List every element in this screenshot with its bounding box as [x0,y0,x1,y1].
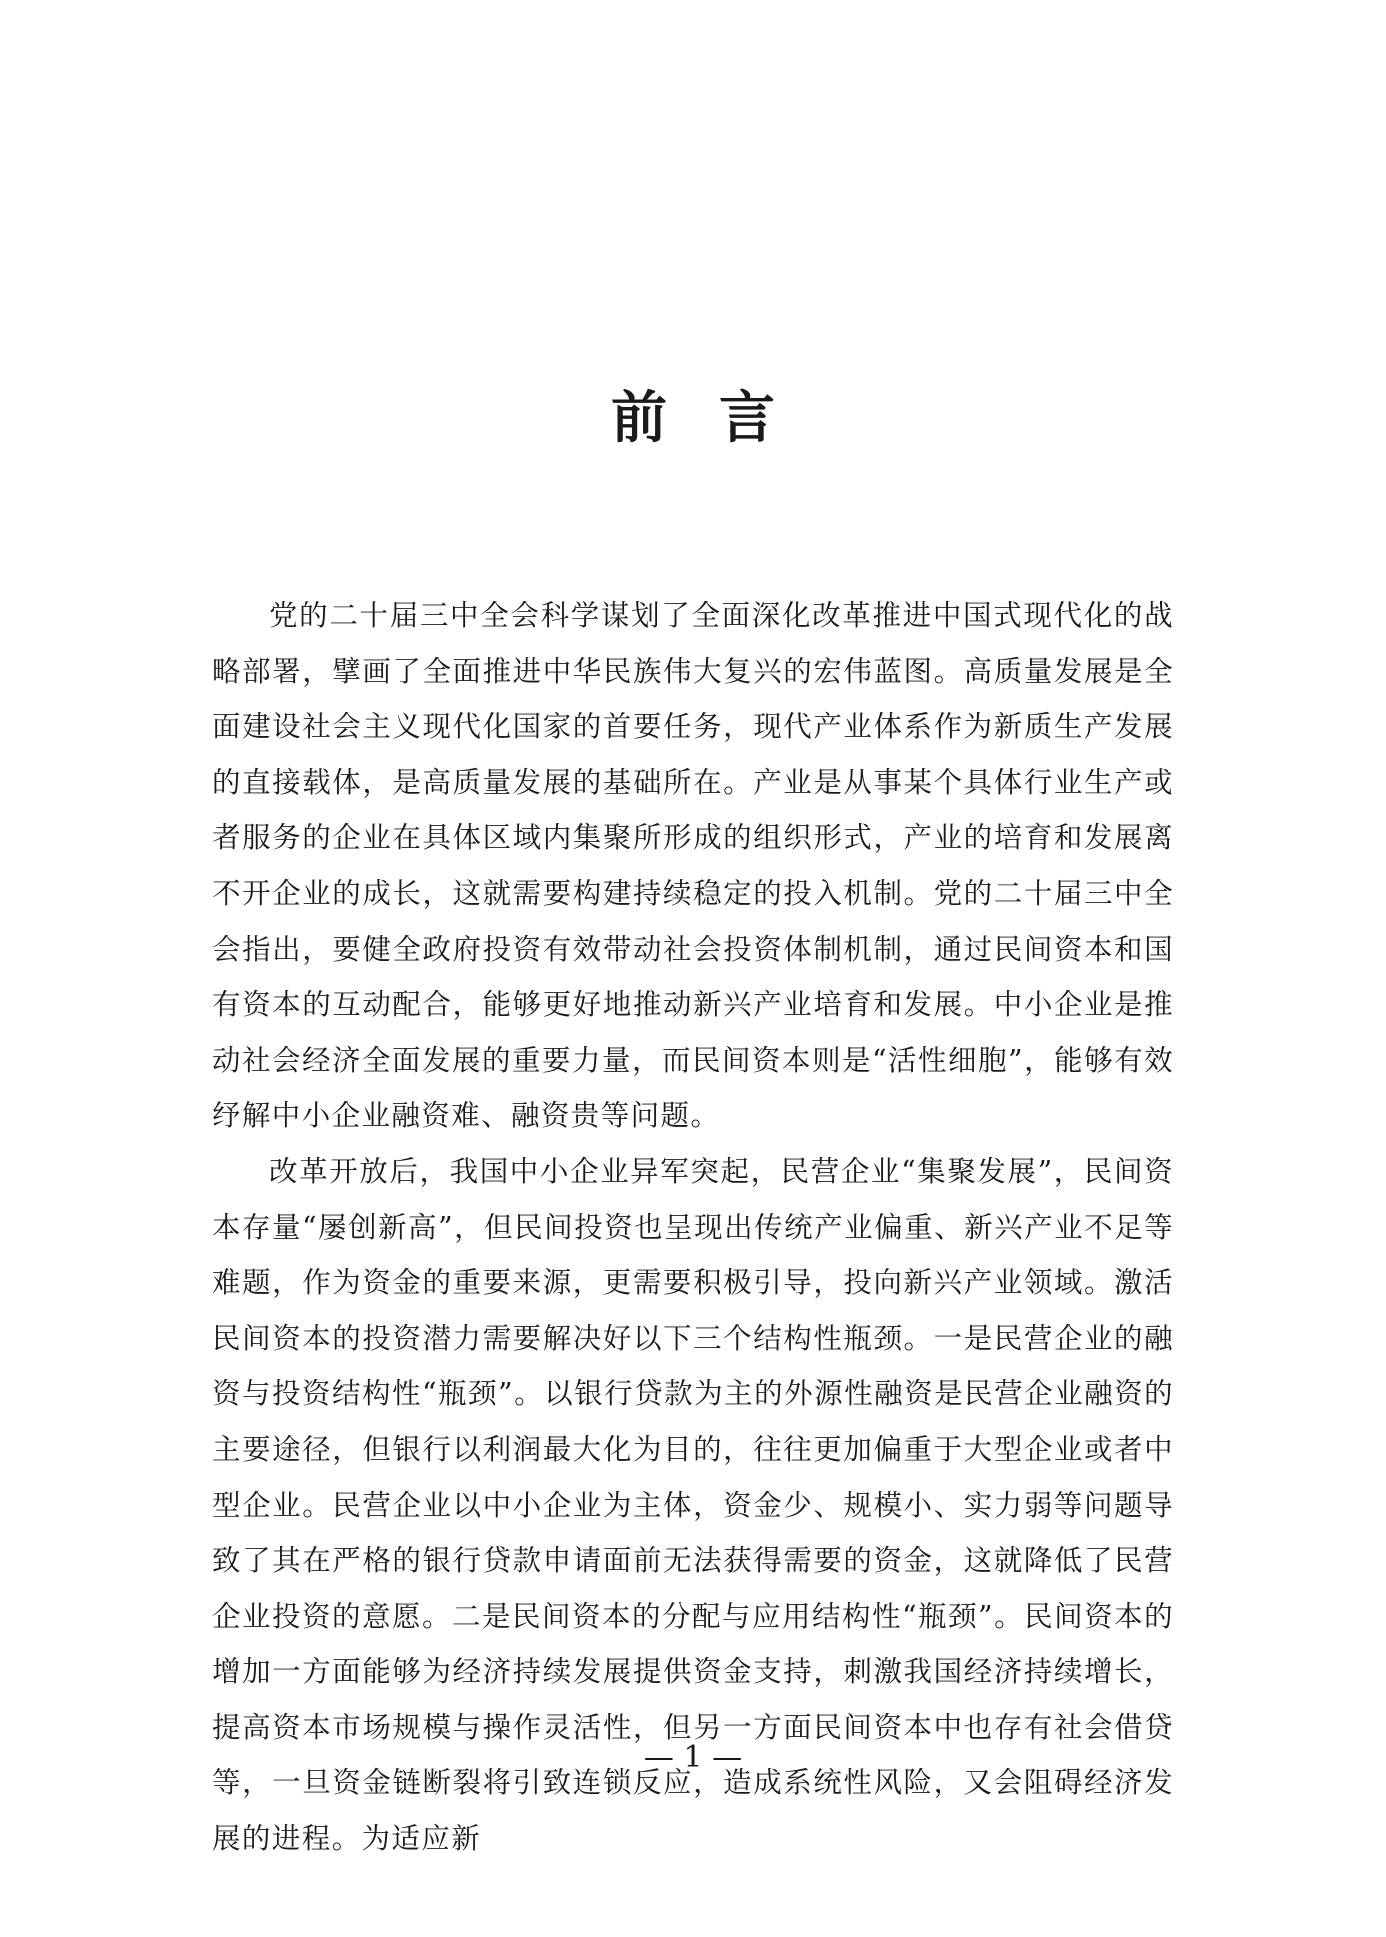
paragraph-1: 党的二十届三中全会科学谋划了全面深化改革推进中国式现代化的战略部署，擘画了全面推进中华民族伟大复兴的宏伟蓝图。高质量发展是全面建设社会主义现代化国家的首要任务，现代产业体系作为新质生产发展的直接载体，是高质量发展的基础所在。产业是从事某个具体行业生产或者服务的企业在具体区域内集聚所形成的组织形式，产业的培育和发展离不开企业的成长，这就需要构建持续稳定的投入机制。党的二十届三中全会指出，要健全政府投资有效带动社会投资体制机制，通过民间资本和国有资本的互动配合，能够更好地推动新兴产业培育和发展。中小企业是推动社会经济全面发展的重要力量，而民间资本则是“活性细胞”，能够有效纾解中小企业融资难、融资贵等问题。 [212,599,1174,1133]
page-number: — 1 — [643,1740,743,1775]
page-title: 前言 [611,385,827,451]
body-text [212,588,1174,1867]
paragraph-2: 改革开放后，我国中小企业异军突起，民营企业“集聚发展”，民间资本存量“屡创新高”，但民间投资也呈现出传统产业偏重、新兴产业不足等难题，作为资金的重要来源，更需要积极引导，投向新兴产业领域。激活民间资本的投资潜力需要解决好以下三个结构性瓶颈。一是民营企业的融资与投资结构性“瓶颈”。以银行贷款为主的外源性融资是民营企业融资的主要途径，但银行以利润最大化为目的，往往更加偏重于大型企业或者中型企业。民营企业以中小企业为主体，资金少、规模小、实力弱等问题导致了其在严格的银行贷款申请面前无法获得需要的资金，这就降低了民营企业投资的意愿。二是民间资本的分配与应用结构性“瓶颈”。民间资本的增加一方面能够为经济持续发展提供资金支持，刺激我国经济持续增长，提高资本市场规模与操作灵活性，但另一方面民间资本中也存有社会借贷等，一旦资金链断裂将引致连锁反应，造成系统性风险，又会阻碍经济发展的进程。为适应新 [212,1154,1174,1856]
